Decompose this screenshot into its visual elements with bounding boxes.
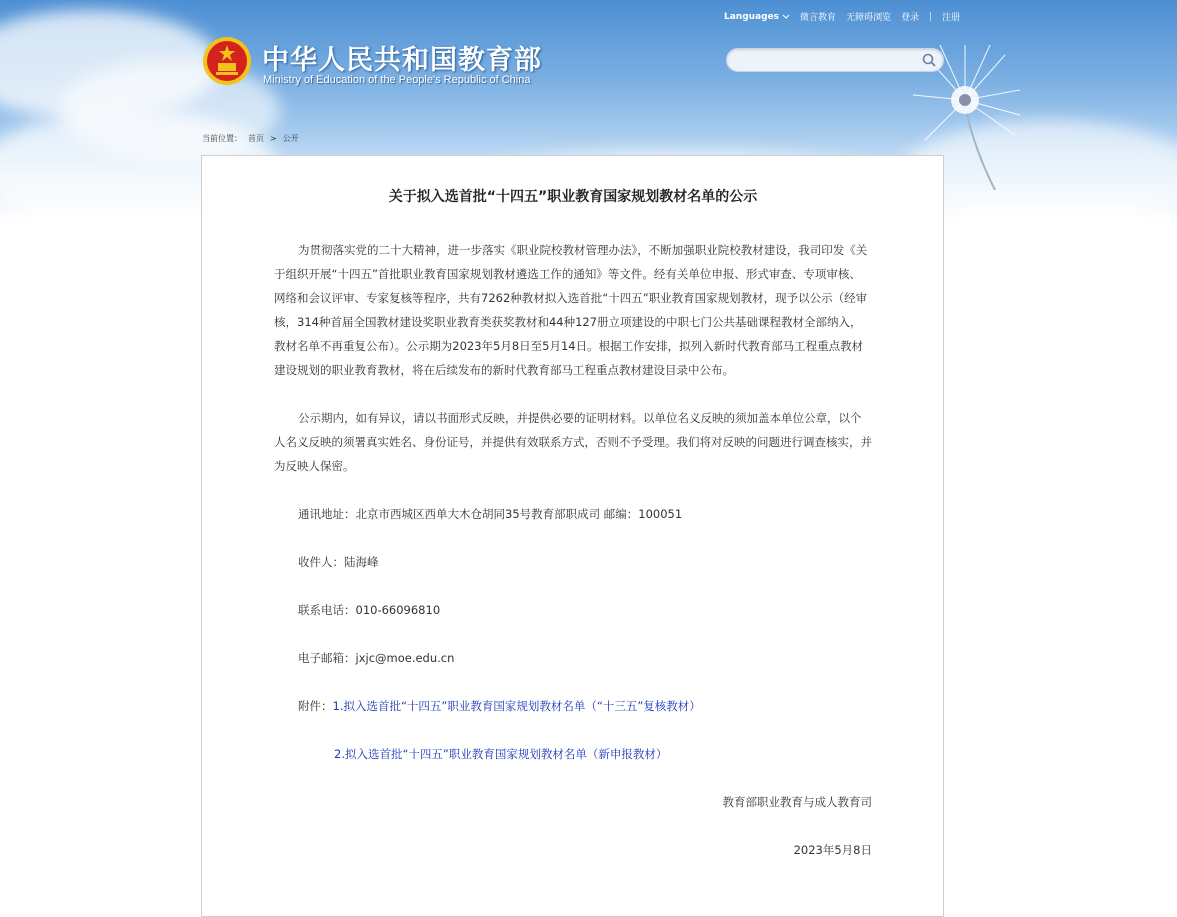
top-links — [724, 10, 960, 23]
attachments-label: 附件： — [298, 699, 333, 713]
national-emblem-icon — [202, 36, 252, 86]
article-paragraph: 公示期内，如有异议，请以书面形式反映，并提供必要的证明材料。以单位名义反映的须加盖本单位公章，以个人名义反映的须署真实姓名、身份证号，并提供有效联系方式，否则不予受理。我们将对反映的问题进行调查核实，并为反映人保密。 — [274, 411, 872, 473]
signature: 教育部职业教育与成人教育司 — [722, 795, 872, 809]
breadcrumb-current[interactable]: 公开 — [282, 134, 299, 143]
email-line: 电子邮箱：jxjc@moe.edu.cn — [298, 651, 455, 665]
search-input[interactable] — [737, 52, 921, 70]
publish-date: 2023年5月8日 — [793, 843, 872, 857]
languages-menu[interactable]: Languages — [724, 12, 790, 22]
login-link[interactable]: 登录 — [901, 13, 920, 23]
content-panel — [201, 155, 944, 917]
article-title: 关于拟入选首批“十四五”职业教育国家规划教材名单的公示 — [388, 189, 758, 205]
divider: | — [929, 11, 933, 22]
site-subtitle: Ministry of Education of the People's Republic of China — [263, 74, 531, 86]
attachment-link-1[interactable]: 1.拟入选首批“十四五”职业教育国家规划教材名单（“十三五”复核教材） — [332, 699, 701, 713]
breadcrumb-separator: > — [270, 134, 277, 143]
phone-line: 联系电话：010-66096810 — [298, 603, 441, 617]
breadcrumb-home[interactable]: 首页 — [248, 134, 264, 143]
accessibility-link[interactable]: 无障碍浏览 — [846, 13, 892, 23]
article — [274, 186, 872, 862]
site-title[interactable]: 中华人民共和国教育部 — [262, 45, 542, 76]
weibo-link[interactable]: 微言教育 — [800, 13, 837, 23]
article-paragraph: 为贯彻落实党的二十大精神，进一步落实《职业院校教材管理办法》，不断加强职业院校教材建设，我司印发《关于组织开展“十四五”首批职业教育国家规划教材遴选工作的通知》等文件。经有关单位申报、形式审查、专项审核、网络和会议评审、专家复核等程序，共有7262种教材拟入选首批“十四五”职业教育国家规划教材，现予以公示（经审核，314种首届全国教材建设奖职业教育类获奖教材和44种127册立项建设的中职七门公共基础课程教材全部纳入，教材名单不再重复公布）。公示期为2023年5月8日至5月14日。根据工作安排，拟列入新时代教育部马工程重点教材建设规划的职业教育教材，将在后续发布的新时代教育部马工程重点教材建设目录中公布。 — [274, 243, 868, 377]
search-box — [726, 48, 944, 72]
address-line: 通讯地址：北京市西城区西单大木仓胡同35号教育部职成司 邮编：100051 — [298, 507, 683, 521]
search-icon[interactable] — [921, 52, 937, 68]
attachment-line — [274, 742, 872, 766]
attachment-link-2[interactable]: 2.拟入选首批“十四五”职业教育国家规划教材名单（新申报教材） — [334, 747, 668, 761]
chevron-down-icon — [782, 14, 790, 20]
recipient-line: 收件人：陆海峰 — [298, 555, 379, 569]
breadcrumb — [202, 133, 299, 144]
register-link[interactable]: 注册 — [942, 13, 961, 23]
attachment-line — [274, 694, 872, 718]
breadcrumb-label: 当前位置： — [202, 134, 242, 143]
